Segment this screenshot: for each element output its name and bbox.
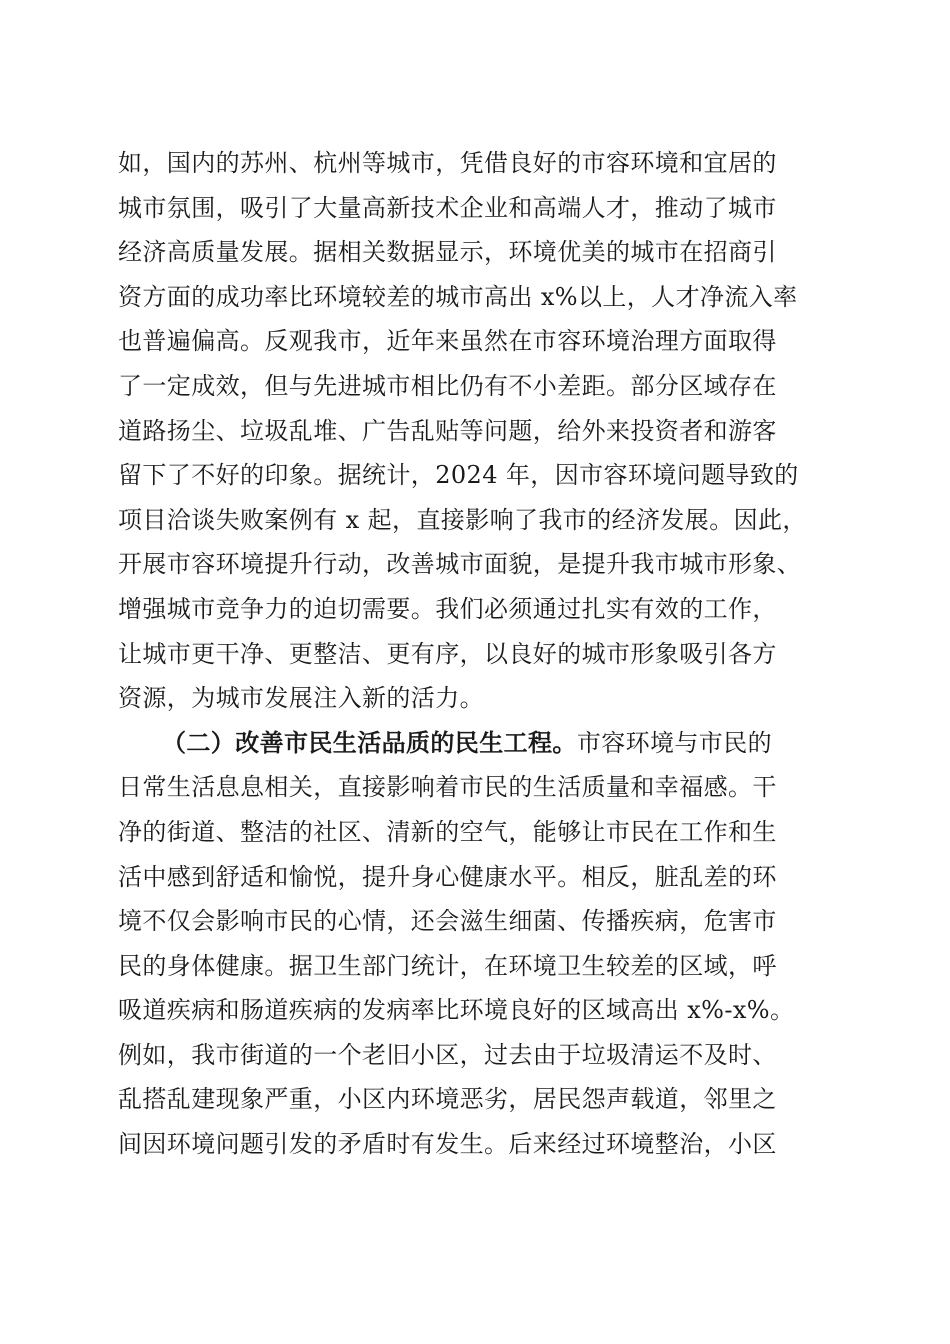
paragraph-2 [118, 721, 838, 1167]
text-run: 市容环境与市民的 [576, 728, 773, 757]
text-line: 道路扬尘、垃圾乱堆、广告乱贴等问题，给外来投资者和游客 [118, 416, 777, 445]
text-line: 境不仅会影响市民的心情，还会滋生细菌、传播疾病，危害市 [118, 907, 777, 936]
text-line: 经济高质量发展。据相关数据显示，环境优美的城市在招商引 [118, 238, 777, 267]
text-line: 了一定成效，但与先进城市相比仍有不小差距。部分区域存在 [118, 371, 777, 400]
text-line: 吸道疾病和肠道疾病的发病率比环境良好的区域高出 x%-x%。 [118, 996, 795, 1025]
text-line: 让城市更干净、更整洁、更有序，以良好的城市形象吸引各方 [118, 639, 777, 668]
text-line: 日常生活息息相关，直接影响着市民的生活质量和幸福感。干 [118, 773, 777, 802]
paragraph-1 [118, 141, 838, 721]
text-line: 开展市容环境提升行动，改善城市面貌，是提升我市城市形象、 [118, 550, 802, 579]
text-line: 民的身体健康。据卫生部门统计，在环境卫生较差的区域，呼 [118, 951, 777, 980]
text-line: 增强城市竞争力的迫切需要。我们必须通过扎实有效的工作， [118, 594, 777, 623]
section-heading: （二）改善市民生活品质的民生工程。 [162, 727, 577, 757]
text-line: 活中感到舒适和愉悦，提升身心健康水平。相反，脏乱差的环 [118, 862, 777, 891]
text-line: 例如，我市街道的一个老旧小区，过去由于垃圾清运不及时、 [118, 1040, 777, 1069]
text-line: 项目洽谈失败案例有 x 起，直接影响了我市的经济发展。因此， [118, 505, 807, 534]
text-line: 留下了不好的印象。据统计，2024 年，因市容环境问题导致的 [118, 461, 799, 490]
document-body [118, 141, 838, 1167]
text-line: 资方面的成功率比环境较差的城市高出 x%以上，人才净流入率 [118, 282, 798, 311]
text-line: 也普遍偏高。反观我市，近年来虽然在市容环境治理方面取得 [118, 327, 777, 356]
text-line: 资源，为城市发展注入新的活力。 [118, 684, 484, 713]
text-line: 如，国内的苏州、杭州等城市，凭借良好的市容环境和宜居的 [118, 149, 777, 177]
text-line-first [118, 721, 838, 766]
text-line: 乱搭乱建现象严重，小区内环境恶劣，居民怨声载道，邻里之 [118, 1085, 777, 1114]
text-line: 净的街道、整洁的社区、清新的空气，能够让市民在工作和生 [118, 817, 777, 846]
text-line: 间因环境问题引发的矛盾时有发生。后来经过环境整治，小区 [118, 1130, 777, 1159]
text-line: 城市氛围，吸引了大量高新技术企业和高端人才，推动了城市 [118, 193, 777, 222]
